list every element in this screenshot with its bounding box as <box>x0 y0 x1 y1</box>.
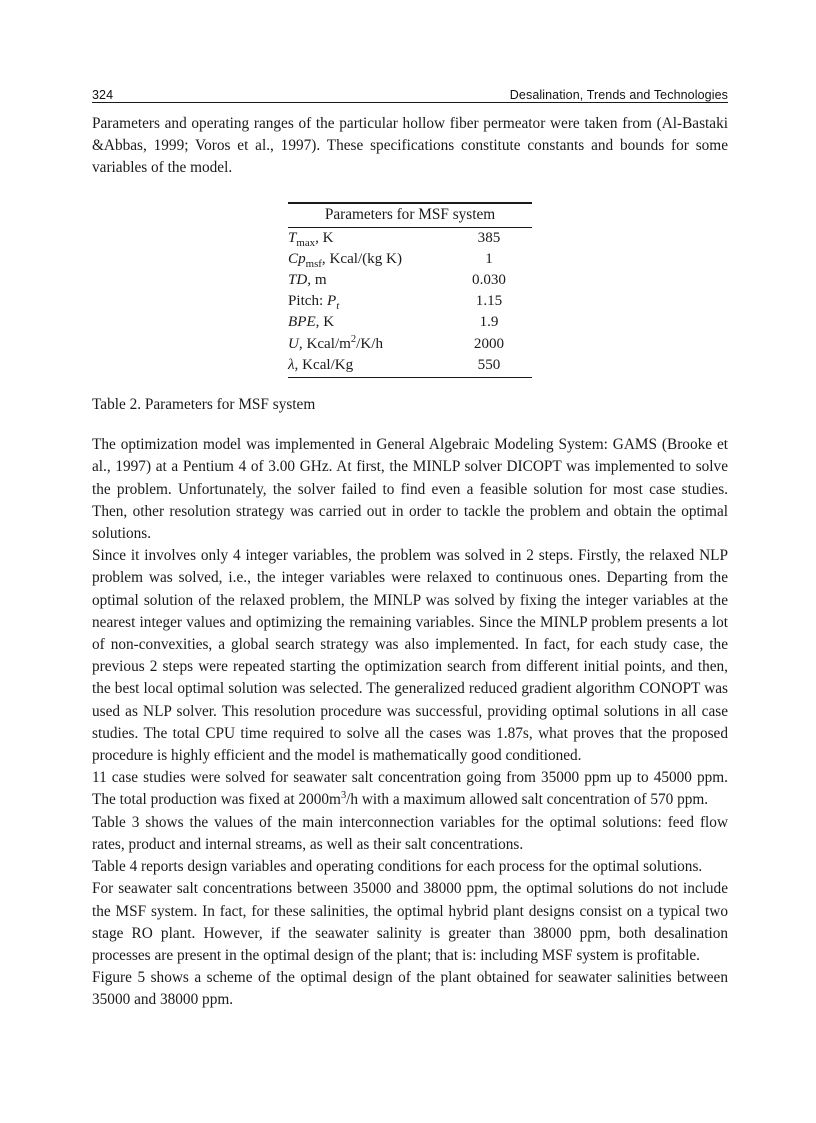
page-content <box>92 113 728 1012</box>
case-studies-text-b: /h with a maximum allowed salt concentration of 570 ppm. <box>346 791 709 809</box>
parameter-value: 1 <box>485 250 493 267</box>
table-row <box>288 227 532 249</box>
paragraph-case-studies <box>92 767 728 811</box>
table-header-cell: Parameters for MSF system <box>288 203 532 228</box>
table-row <box>288 270 532 291</box>
parameter-value: 2000 <box>473 335 505 352</box>
case-studies-text-a: 11 case studies were solved for seawater salt concentration going from 35000 ppm up to 45000 ppm. The total production was fixed at 2000m <box>92 769 728 809</box>
table-row <box>288 334 532 355</box>
parameter-value: 1.15 <box>475 293 503 310</box>
paragraph-intro: Parameters and operating ranges of the particular hollow fiber permeator were taken from (Al-Bastaki &Abbas, 1999; Voros et al., 1997). These specifications constitute constants and bounds for some variables of the model. <box>92 115 728 177</box>
parameter-value: 385 <box>477 229 501 246</box>
parameter-name: BPE, K <box>288 314 335 331</box>
parameter-name: Pitch: $P_t$ <box>288 293 340 313</box>
table-row <box>288 355 532 378</box>
paragraph-table3-reference: Table 3 shows the values of the main interconnection variables for the optimal solutions: feed flow rates, product and internal streams, as well as their salt concentrations. <box>92 813 728 853</box>
header-rule <box>92 102 728 103</box>
paragraph-table4-reference: Table 4 reports design variables and operating conditions for each process for the optimal solutions. <box>92 858 703 876</box>
parameter-name: $T_{max}$, K <box>288 229 334 249</box>
table-header-row <box>288 203 532 228</box>
paragraph-salinity: For seawater salt concentrations between 35000 and 38000 ppm, the optimal solutions do not include the MSF system. In fact, for these salinities, the optimal hybrid plant designs consist on a typical two stage RO plant. However, if the seawater salinity is greater than 38000 ppm, both desalination processes are present in the optimal design of the plant; that is: including MSF system is profitable. <box>92 880 728 964</box>
paragraph-figure5-reference: Figure 5 shows a scheme of the optimal design of the plant obtained for seawater salinities between 35000 and 38000 ppm. <box>92 969 728 1009</box>
table-2-wrapper <box>92 202 728 378</box>
page-number: 324 <box>92 88 114 102</box>
table-2-caption: Table 2. Parameters for MSF system <box>92 396 316 414</box>
parameter-value: 1.9 <box>479 314 499 331</box>
cubic-meter-superscript: 3 <box>340 790 347 802</box>
book-title: Desalination, Trends and Technologies <box>509 88 728 102</box>
table-row <box>288 312 532 333</box>
table-2-parameters-for-msf-system <box>288 202 532 378</box>
parameter-value: 0.030 <box>472 272 506 289</box>
table-row <box>288 291 532 312</box>
parameter-name: $Cp_{msf}$, Kcal/(kg K) <box>288 250 402 270</box>
running-head <box>92 80 728 102</box>
parameter-name: U, Kcal/$m^2/K/h$ <box>288 333 384 352</box>
paragraph-solution-strategy: Since it involves only 4 integer variables, the problem was solved in 2 steps. Firstly, the relaxed NLP problem was solved, i.e., the integer variables were relaxed to continuous ones. Departing from the optimal solution of the relaxed problem, the MINLP was solved by fixing the integer variables at the nearest integer values and optimizing the remaining variables. Since the MINLP problem presents a lot of non-convexities, a global search strategy was also implemented. In fact, for each study case, the previous 2 steps were repeated starting the optimization search from different initial points, and then, the best local optimal solution was selected. The generalized reduced gradient algorithm CONOPT was used as NLP solver. This resolution procedure was successful, providing optimal solutions in all case studies. The total CPU time required to solve all the cases was 1.87s, what proves that the proposed procedure is highly efficient and the model is mathematically good conditioned. <box>92 547 728 765</box>
parameter-value: 550 <box>446 355 532 378</box>
paragraph-gams: The optimization model was implemented in General Algebraic Modeling System: GAMS (Brooke et al., 1997) at a Pentium 4 of 3.00 GHz. At first, the MINLP solver DICOPT was implemented to solve the problem. Unfortunately, the solver failed to find even a feasible solution for most case studies. Then, other resolution strategy was carried out in order to tackle the problem and obtain the optimal solutions. <box>92 436 728 543</box>
parameter-name: TD, m <box>288 272 327 289</box>
table-body <box>288 227 532 377</box>
table-row <box>288 249 532 270</box>
parameter-name: λ, Kcal/Kg <box>288 355 446 378</box>
